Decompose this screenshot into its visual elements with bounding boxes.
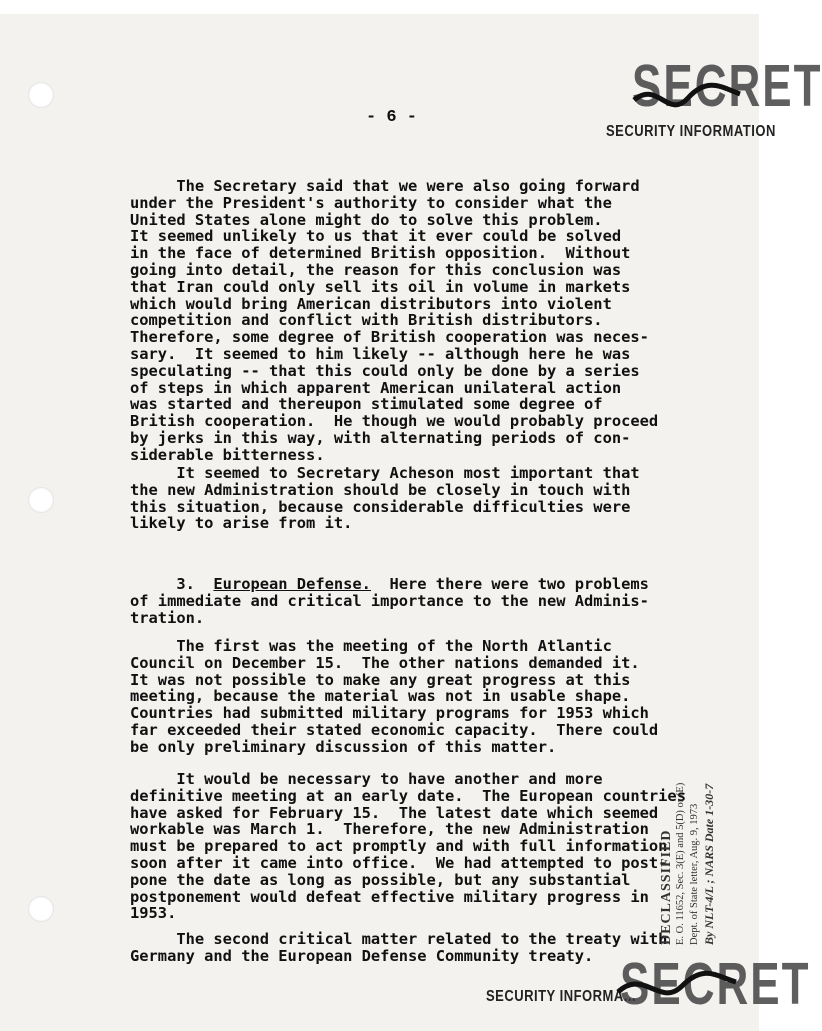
paragraph-nato-council: The first was the meeting of the North Atlantic Council on December 15. The other nations demanded it. It was not possible to make any great progress at this meeting, because the material was not in usable shape. Countries had submitted military programs for 1953 which far exceeded their stated economic capacity. There could be only preliminary discussion of this matter. (130, 637, 659, 756)
declassified-line-1: E. O. 11652, Sec. 3(E) and 5(D) or (E) (675, 782, 686, 945)
punch-hole-bottom (28, 896, 54, 922)
page-number: - 6 - (366, 108, 418, 127)
section-intro: Here there were two problems of immediate and critical importance to the new Adminis- tration. (130, 575, 649, 627)
paragraph-european-defense (130, 576, 710, 626)
punch-hole-top (28, 82, 54, 108)
declassification-stamp (660, 695, 716, 945)
section-heading: European Defense. (213, 575, 371, 593)
declassified-line-2: Dept. of State letter, Aug. 9, 1973 (689, 803, 700, 945)
declassified-line-3: By NLT-4/L ; NARS Date 1-30-7 (702, 783, 716, 945)
secret-stamp-bottom: SECRET (620, 951, 811, 1018)
paragraph-iran-oil: The Secretary said that we were also going forward under the President's authority to consider what the United States alone might do to solve this problem. It seemed unlikely to us that it ever could be solved in the face of determined British opposition. Without going into detail, the reason for this conclusion was that Iran could only sell its oil in volume in markets which would bring American distributors into violent competition and conflict with British distributors. Therefore, some degree of British cooperation was neces- sary. It seemed to him likely -- although here he was speculating -- that this could only be done by a series of steps in which apparent American unilateral action was started and thereupon stimulated some degree of British cooperation. He though we would probably proceed by jerks in this way, with alternating periods of con- siderable bitterness. (130, 177, 659, 464)
secret-stamp-top: SECRET (632, 53, 822, 120)
paragraph-definitive-meeting: It would be necessary to have another and more definitive meeting at an early date. The European countries have asked for February 15. The latest date which seemed workable was March 1. Therefore, the new Administration must be prepared to act promptly and with full information soon after it came into office. We had attempted to post- pone the date as long as possible, but any substantial postponement would defeat effective military progress in 1953. (130, 770, 686, 923)
security-information-label-top: SECURITY INFORMATION (606, 121, 776, 140)
redaction-scribble-bottom (612, 962, 742, 1012)
declassified-title: DECLASSIFIED (659, 829, 674, 945)
punch-hole-middle (28, 487, 54, 513)
scan-border-right (759, 0, 777, 1031)
paragraph-acheson-concern: It seemed to Secretary Acheson most important that the new Administration should be closely in touch with this situation, because considerable difficulties were likely to arise from it. (130, 464, 640, 533)
section-number: 3. (130, 575, 214, 593)
paragraph-germany-treaty: The second critical matter related to the treaty with Germany and the European Defense Community treaty. (130, 930, 668, 965)
scan-border-top (0, 0, 777, 14)
security-information-label-bottom: SECURITY INFORMA... (486, 986, 637, 1005)
